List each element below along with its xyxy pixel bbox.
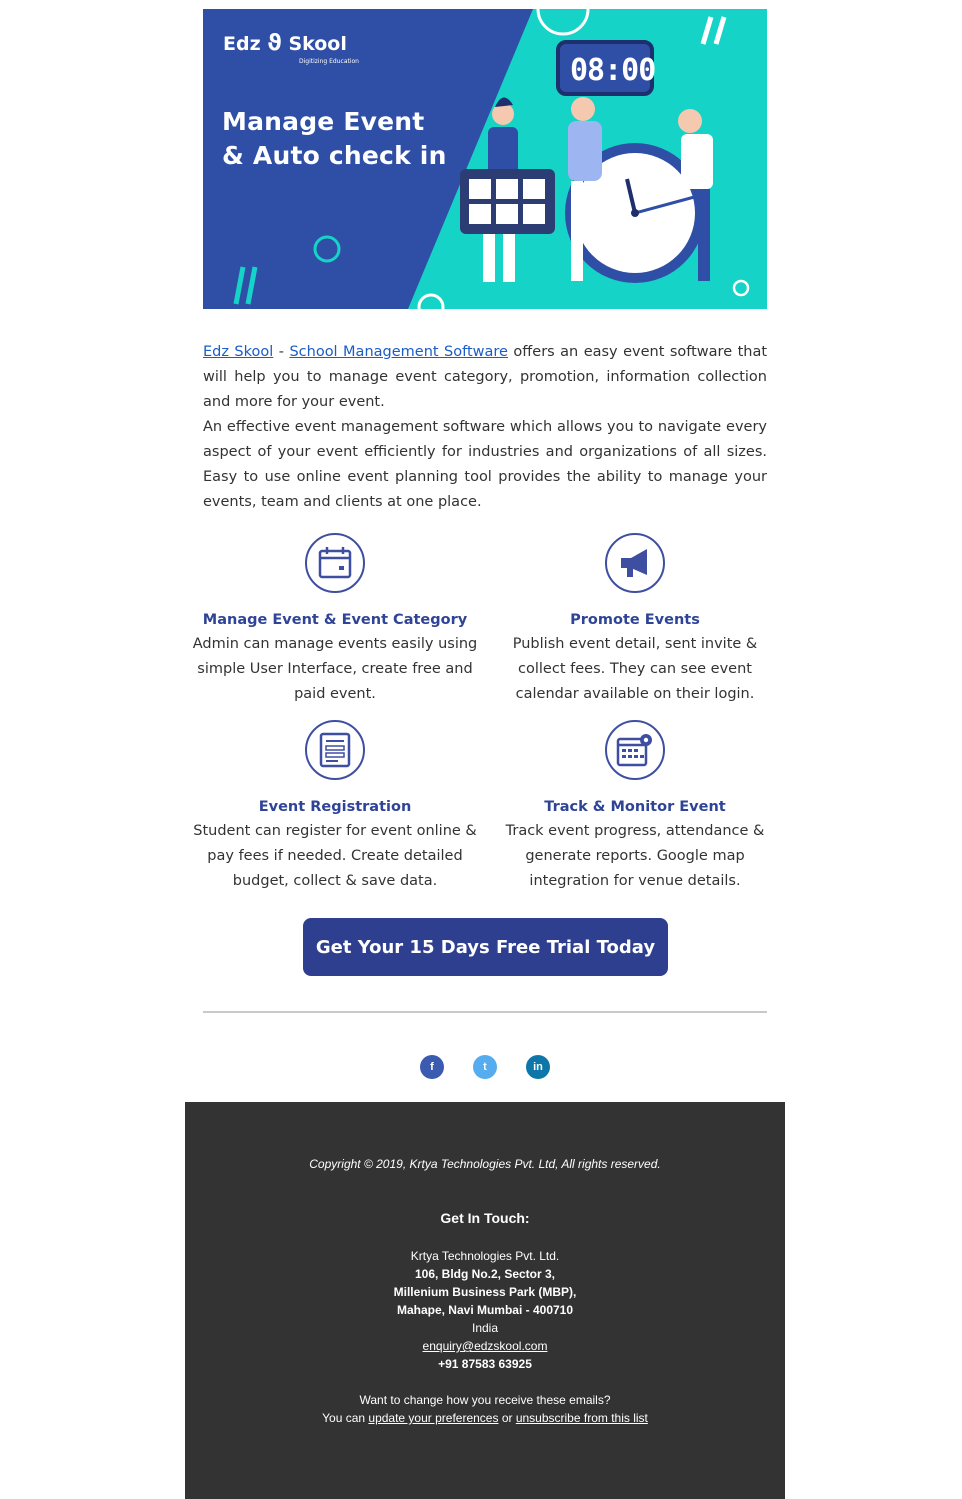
feature-title: Manage Event & Event Category [202,612,468,628]
email-preferences [185,1391,785,1427]
intro-separator: - [273,344,290,360]
intro-paragraph-1-text: offers an easy event software that will help you to manage event category, promotion, information collection and more for your event. [203,344,768,410]
feature-description: Admin can manage events easily using simple User Interface, create free and paid event. [192,636,478,702]
footer [185,1102,785,1499]
feature-manage-event [190,533,480,707]
feature-title: Track & Monitor Event [544,799,726,815]
update-preferences-link[interactable]: update your preferences [368,1411,499,1425]
calendar-gear-icon [605,720,665,780]
banner-title-line2: & Auto check in [222,141,447,170]
feature-track-monitor [490,720,780,894]
feature-event-registration [190,720,480,894]
edzskool-link[interactable]: Edz Skool [203,344,274,360]
banner-title-line1: Manage Event [222,107,425,136]
get-in-touch-heading: Get In Touch: [440,1210,530,1226]
feature-description: Publish event detail, sent invite & collect fees. They can see event calendar available on their login. [512,636,758,702]
prefs-question: Want to change how you receive these emails? [359,1393,611,1407]
logo-mark-icon: ϑ [267,31,282,56]
linkedin-icon[interactable]: in [526,1055,550,1079]
hero-banner [203,9,767,309]
prefs-or: or [498,1411,516,1425]
phone-number: +91 87583 63925 [438,1357,532,1371]
digital-clock-time: 08:00 [570,53,656,88]
prefs-you-can: You can [322,1411,369,1425]
logo-right-text: Skool [288,33,347,55]
megaphone-icon [605,533,665,593]
email-link[interactable]: enquiry@edzskool.com [422,1339,548,1353]
copyright-text: Copyright © 2019, Krtya Technologies Pvt. Ltd, All rights reserved. [309,1157,661,1171]
logo-left-text: Edz [223,33,261,55]
brand-logo [223,31,347,56]
address-line-2: Millenium Business Park (MBP), [393,1285,577,1299]
feature-description: Student can register for event online & pay fees if needed. Create detailed budget, collect & save data. [193,823,477,889]
school-management-link[interactable]: School Management Software [289,344,508,360]
contact-address [185,1247,785,1373]
company-name: Krtya Technologies Pvt. Ltd. [410,1249,560,1263]
intro-paragraph-1 [203,340,767,415]
address-line-3: Mahape, Navi Mumbai - 400710 [396,1303,574,1317]
free-trial-button[interactable]: Get Your 15 Days Free Trial Today [303,918,668,976]
calendar-icon [305,533,365,593]
facebook-icon[interactable]: f [420,1055,444,1079]
unsubscribe-link[interactable]: unsubscribe from this list [515,1411,648,1425]
feature-promote-events [490,533,780,707]
feature-title: Promote Events [570,612,700,628]
feature-description: Track event progress, attendance & generate reports. Google map integration for venue details. [505,823,765,889]
twitter-icon[interactable]: t [473,1055,497,1079]
logo-tagline: Digitizing Education [299,58,359,65]
intro-paragraph-2: An effective event management software which allows you to navigate every aspect of your event efficiently for industries and organizations of all sizes. Easy to use online event planning tool provides the ability to manage your events, team and clients at one place. [203,419,767,510]
address-country: India [471,1321,499,1335]
section-divider [203,1011,767,1013]
intro-text [203,340,767,515]
address-line-1: 106, Bldg No.2, Sector 3, [414,1267,556,1281]
form-icon [305,720,365,780]
feature-title: Event Registration [258,799,412,815]
banner-title [222,105,447,173]
